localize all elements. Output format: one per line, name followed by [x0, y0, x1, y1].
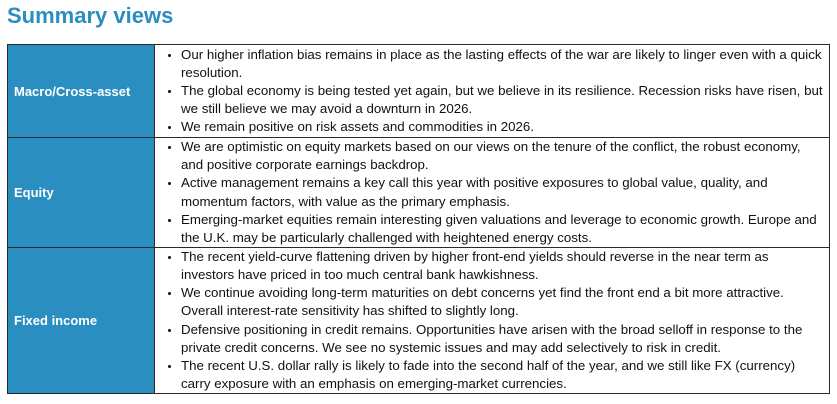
- list-item: • Active management remains a key call this year with positive exposures to global value, quality, and momentum factors, with value as the primary emphasis.: [181, 174, 825, 210]
- page-title: Summary views: [7, 3, 174, 28]
- list-item: • We remain positive on risk assets and commodities in 2026.: [181, 118, 825, 136]
- row-category-equity: Equity: [8, 138, 155, 248]
- table-row: [8, 138, 830, 248]
- bullet-list: [155, 46, 825, 136]
- bullet-list: [155, 138, 825, 247]
- list-item: • The recent U.S. dollar rally is likely to fade into the second half of the year, and we still like FX (currency) carry exposure with an emphasis on emerging-market currencies.: [181, 357, 825, 393]
- list-item: • We are optimistic on equity markets based on our views on the tenure of the conflict, the robust economy, and positive corporate earnings backdrop.: [181, 138, 825, 174]
- bullet-list: [155, 248, 825, 393]
- list-item: • Emerging-market equities remain interesting given valuations and leverage to economic growth. Europe and the U.K. may be particularly challenged with heightened energy costs.: [181, 211, 825, 247]
- summary-table: [7, 44, 830, 394]
- row-category-fixed-income: Fixed income: [8, 248, 155, 394]
- table-row: [8, 45, 830, 138]
- list-item: • The global economy is being tested yet again, but we believe in its resilience. Recession risks have risen, but we still believe we may avoid a downturn in 2026.: [181, 82, 825, 118]
- row-category-macro: Macro/Cross-asset: [8, 45, 155, 138]
- list-item: • The recent yield-curve flattening driven by higher front-end yields should reverse in the near term as investors have priced in too much central bank hawkishness.: [181, 248, 825, 284]
- list-item: • Defensive positioning in credit remains. Opportunities have arisen with the broad selloff in response to the private credit concerns. We see no systemic issues and may add selectively to risk in credit.: [181, 321, 825, 357]
- table-row: [8, 248, 830, 394]
- list-item: • We continue avoiding long-term maturities on debt concerns yet find the front end a bit more attractive. Overall interest-rate sensitivity has shifted to slightly long.: [181, 284, 825, 320]
- list-item: • Our higher inflation bias remains in place as the lasting effects of the war are likely to linger even with a quick resolution.: [181, 46, 825, 82]
